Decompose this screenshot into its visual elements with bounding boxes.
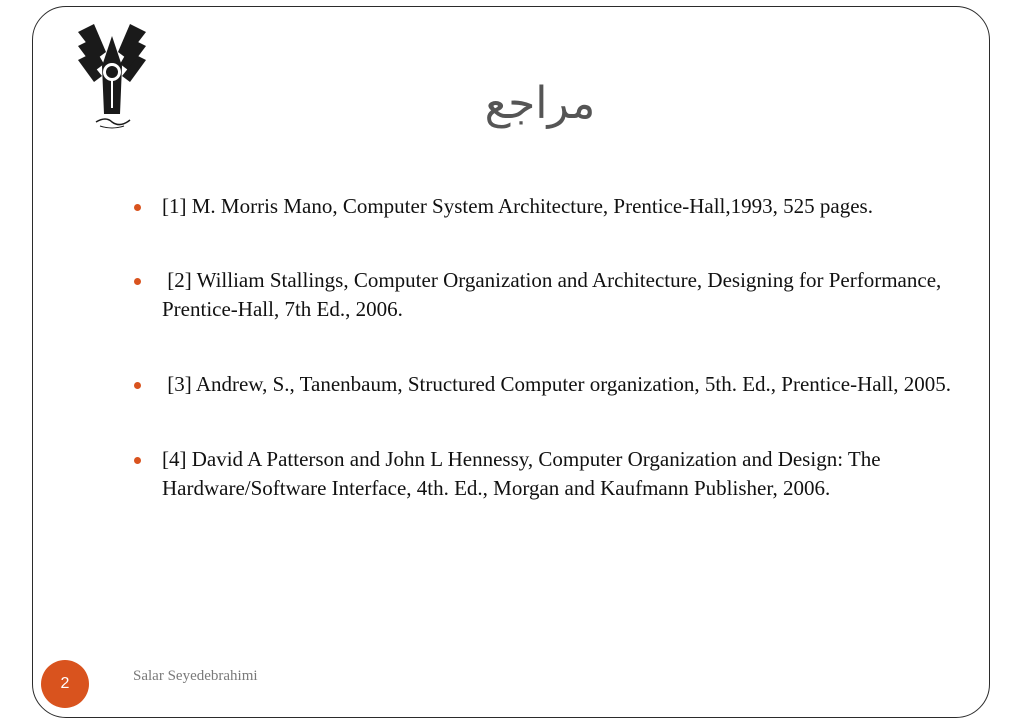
author-footer: Salar Seyedebrahimi [133,668,258,684]
reference-text: [2] William Stallings, Computer Organization and Architecture, Designing for Performance, Prentice-Hall, 7th Ed., 2006. [162,268,947,321]
reference-list [132,192,952,503]
page-number-badge: 2 [41,660,89,708]
dot-bullet-icon [134,382,141,389]
dot-bullet-icon [134,457,141,464]
reference-item [132,266,952,324]
slide-title: مراجع [484,78,596,129]
reference-item [132,445,952,503]
dot-bullet-icon [134,278,141,285]
reference-item [132,192,952,221]
reference-item [132,370,952,399]
reference-text: [1] M. Morris Mano, Computer System Architecture, Prentice-Hall,1993, 525 pages. [162,194,873,218]
dot-bullet-icon [134,204,141,211]
university-emblem-icon [76,22,148,134]
reference-text: [3] Andrew, S., Tanenbaum, Structured Computer organization, 5th. Ed., Prentice-Hall, 2005. [162,372,951,396]
reference-text: [4] David A Patterson and John L Hennessy, Computer Organization and Design: The Hardware/Software Interface, 4th. Ed., Morgan and Kaufmann Publisher, 2006. [162,447,881,500]
